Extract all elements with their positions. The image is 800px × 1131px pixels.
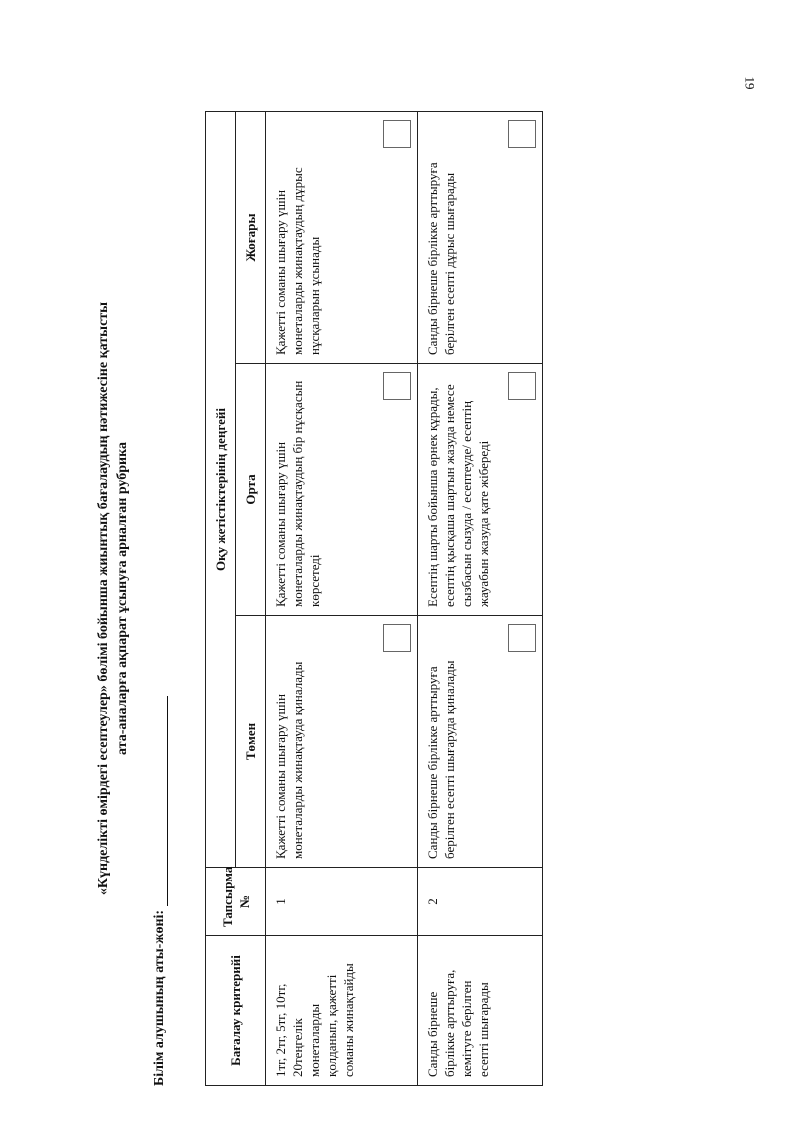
header-level-mid: Орта (236, 364, 266, 616)
student-name-line[interactable] (153, 696, 168, 906)
level-low-cell (417, 616, 542, 868)
header-task-number: Тапсырма № (206, 868, 266, 936)
criteria-cell: Санды бірнеше бірлікке арттыруға, кемітуге берілген есепті шығарады (417, 936, 542, 1086)
level-high-checkbox[interactable] (383, 120, 411, 148)
level-low-text: Қажетті соманы шығару үшін монеталарды жинақтауда қиналады (273, 661, 305, 859)
level-low-checkbox[interactable] (508, 624, 536, 652)
level-high-text: Қажетті соманы шығару үшін монеталарды жинақтаудың дұрыс нұсқаларын ұсынады (273, 167, 322, 355)
level-mid-checkbox[interactable] (508, 372, 536, 400)
level-mid-checkbox[interactable] (383, 372, 411, 400)
table-row (266, 112, 418, 1086)
level-high-cell (266, 112, 418, 364)
header-level-low: Төмен (236, 616, 266, 868)
student-name-field (152, 696, 168, 1086)
level-low-text: Санды бірнеше бірлікке арттыруға берілген есепті шығаруда қиналады (424, 660, 457, 859)
task-number-cell: 1 (266, 868, 418, 936)
header-criteria: Бағалау критерийі (206, 936, 266, 1086)
level-mid-text: Есептің шарты бойынша өрнек құрады, есептің қысқаша шартын жазуда немесе сызбасын сызуда / есептеуде/ есептің жауабын жазуда қате жібереді (424, 384, 491, 607)
rubric-table (205, 111, 543, 1086)
level-high-cell (417, 112, 542, 364)
level-high-checkbox[interactable] (508, 120, 536, 148)
level-mid-cell (417, 364, 542, 616)
title-line-2: ата-аналарға ақпарат ұсынуға арналған рубрика (115, 442, 130, 755)
table-row (417, 112, 542, 1086)
document-title (94, 111, 132, 1086)
student-name-label: Білім алушының аты-жөні: (152, 909, 167, 1086)
criteria-cell: 1тг, 2тг, 5тг, 10тг, 20теңгелік монеталарды қолданып, қажетті соманы жинақтайды (266, 936, 418, 1086)
title-line-1: «Күнделікті өмірдегі есептеулер» бөлімі бойынша жиынтық бағалаудың нәтижесіне қатысты (96, 301, 111, 896)
header-levels-group: Оқу жетістіктерінің деңгейі (206, 112, 236, 868)
rubric-page-content (82, 111, 552, 1086)
page-number: 19 (742, 76, 758, 90)
level-low-cell (266, 616, 418, 868)
level-low-checkbox[interactable] (383, 624, 411, 652)
level-high-text: Санды бірнеше бірлікке арттыруға берілген есепті дұрыс шығарады (424, 162, 457, 355)
level-mid-text: Қажетті соманы шығару үшін монеталарды жинақтаудың бір нұсқасын көрсетеді (273, 380, 322, 607)
header-level-high: Жоғары (236, 112, 266, 364)
level-mid-cell (266, 364, 418, 616)
task-number-cell: 2 (417, 868, 542, 936)
header-row-1 (206, 112, 236, 1086)
